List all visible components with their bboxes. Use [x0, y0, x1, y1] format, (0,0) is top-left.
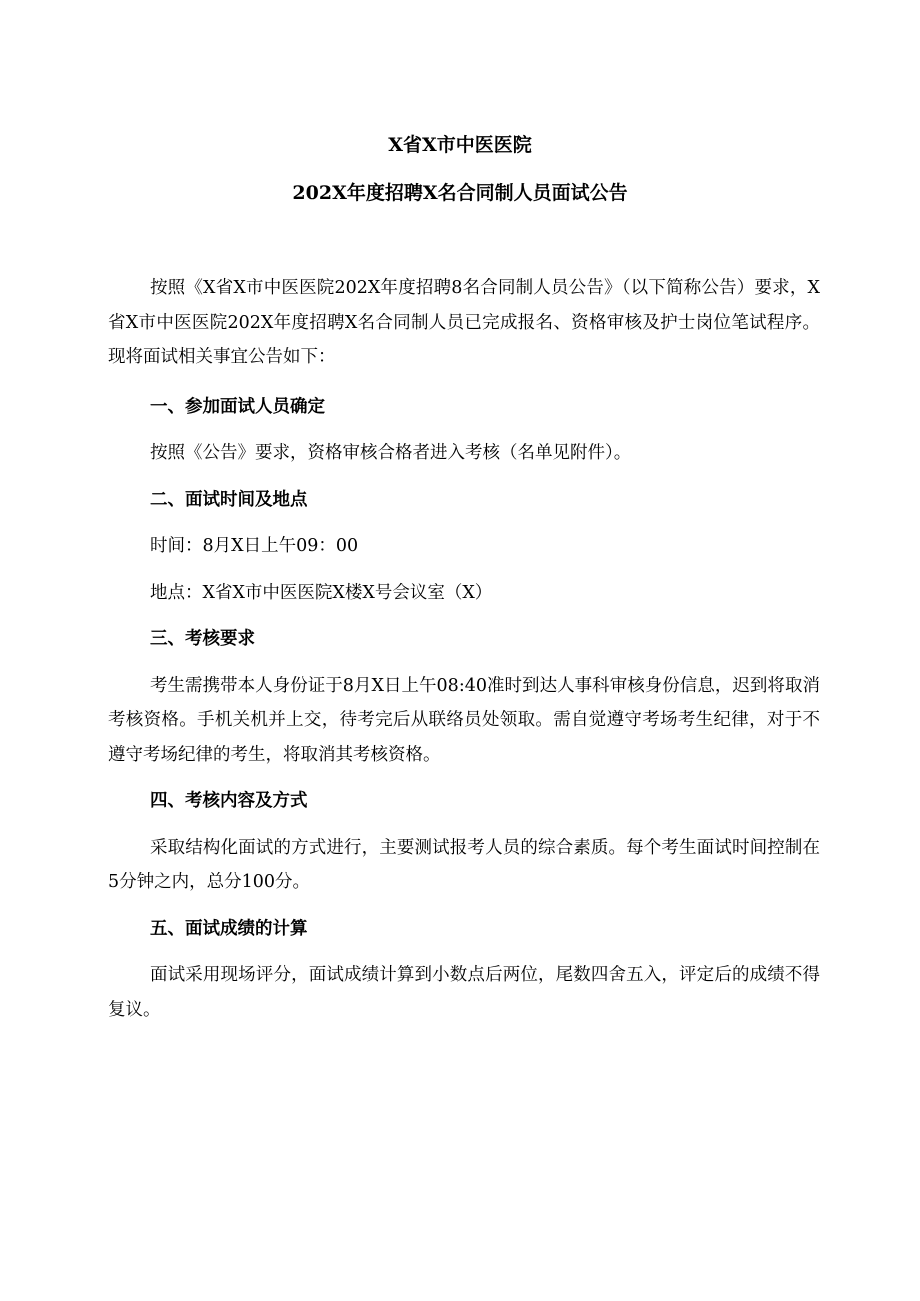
- interview-place: 地点：X省X市中医医院X楼X号会议室（X）: [150, 582, 493, 603]
- section-text-3: 考生需携带本人身份证于8月X日上午08:40准时到达人事科审核身份信息，迟到将取消考核资格。手机关机并上交，待考完后从联络员处领取。需自觉遵守考场考生纪律，对于不遵守考场纪律的考生，将取消其考核资格。: [108, 675, 820, 765]
- section-text-4: 采取结构化面试的方式进行，主要测试报考人员的综合素质。每个考生面试时间控制在5分钟之内，总分100分。: [108, 837, 820, 892]
- document-title-line1: X省X市中医医院: [388, 134, 532, 156]
- section-heading-1: 一、参加面试人员确定: [150, 396, 325, 417]
- document-body: [108, 271, 820, 1027]
- section-heading-4: 四、考核内容及方式: [150, 791, 308, 811]
- interview-time: 时间：8月X日上午09：00: [150, 536, 359, 556]
- intro-paragraph: 按照《X省X市中医医院202X年度招聘8名合同制人员公告》（以下简称公告）要求，X省X市中医医院202X年度招聘X名合同制人员已完成报名、资格审核及护士岗位笔试程序。现将面试相关事宜公告如下：: [108, 278, 820, 367]
- section-heading-2: 二、面试时间及地点: [150, 489, 308, 510]
- section-text-1: 按照《公告》要求，资格审核合格者进入考核（名单见附件）。: [150, 443, 632, 463]
- section-heading-3: 三、考核要求: [150, 629, 255, 649]
- section-text-5: 面试采用现场评分，面试成绩计算到小数点后两位，尾数四舍五入，评定后的成绩不得复议。: [108, 965, 820, 1020]
- document-title-line2: 202X年度招聘X名合同制人员面试公告: [292, 182, 628, 204]
- section-heading-5: 五、面试成绩的计算: [150, 918, 308, 939]
